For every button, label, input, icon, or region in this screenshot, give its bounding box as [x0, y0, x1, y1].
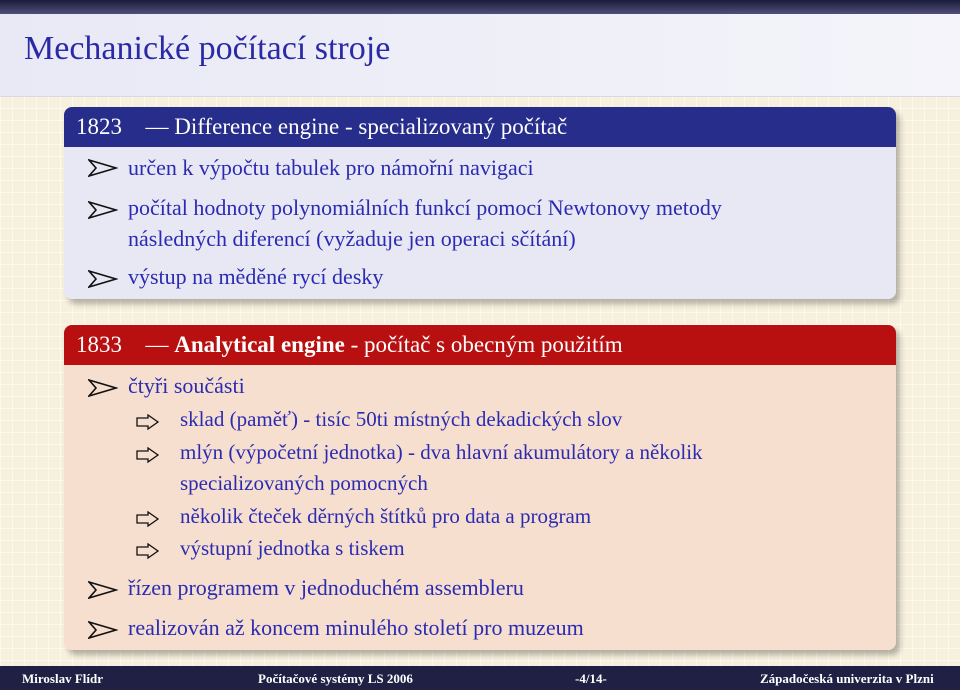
list-item: řízen programem v jednoduchém assembleru: [128, 575, 524, 600]
list-item: určen k výpočtu tabulek pro námořní navigaci: [128, 155, 534, 180]
hollow-arrow-bullet-icon: [136, 414, 160, 430]
list-item: výstup na měděné rycí desky: [128, 264, 384, 289]
footer-author: Miroslav Flídr: [22, 671, 104, 686]
arrowhead-bullet-icon: [88, 621, 118, 639]
dash: —: [145, 332, 169, 357]
sub-list-item: mlýn (výpočetní jednotka) - dva hlavní akumulátory a několik: [180, 440, 703, 464]
footer-university: Západočeská univerzita v Plzni: [760, 671, 934, 686]
sub-list-item-continuation: specializovaných pomocných: [180, 471, 428, 495]
arrowhead-bullet-icon: [88, 159, 118, 177]
list-item: realizován až koncem minulého století pro muzeum: [128, 615, 584, 640]
difference-engine-block: [64, 107, 896, 299]
slide-title: Mechanické počítací stroje: [24, 30, 391, 67]
block-body: [64, 147, 896, 299]
sub-list-item: sklad (paměť) - tisíc 50ti místných dekadických slov: [180, 407, 623, 431]
list-item-continuation: následných diferencí (vyžaduje jen operaci sčítání): [128, 226, 576, 251]
arrowhead-bullet-icon: [88, 581, 118, 599]
block-body: [64, 365, 896, 650]
arrowhead-bullet-icon: [88, 201, 118, 219]
analytical-engine-block: [64, 325, 896, 650]
block-heading: [64, 325, 896, 365]
hollow-arrow-bullet-icon: [136, 511, 160, 527]
sub-list-item: několik čteček děrných štítků pro data a program: [180, 504, 592, 528]
footer-bar: [0, 666, 960, 690]
heading-text: - počítač s obecným použitím: [350, 332, 623, 357]
arrowhead-bullet-icon: [88, 379, 118, 397]
block-heading: [64, 107, 896, 147]
dash: —: [145, 114, 169, 139]
footer-course: Počítačové systémy LS 2006: [258, 671, 413, 686]
top-strip: [0, 0, 960, 14]
hollow-arrow-bullet-icon: [136, 543, 160, 559]
heading-bold: Analytical engine: [174, 332, 345, 357]
heading-year: 1823: [76, 114, 122, 139]
arrowhead-bullet-icon: [88, 270, 118, 288]
heading-year: 1833: [76, 332, 122, 357]
footer-page-number: -4/14-: [575, 671, 607, 686]
sub-list-item: výstupní jednotka s tiskem: [180, 536, 405, 560]
hollow-arrow-bullet-icon: [136, 447, 160, 463]
title-bar: [0, 0, 960, 97]
list-item: počítal hodnoty polynomiálních funkcí pomocí Newtonovy metody: [128, 195, 722, 220]
list-item: čtyři součásti: [128, 373, 245, 398]
heading-text: Difference engine - specializovaný počítač: [174, 114, 568, 139]
